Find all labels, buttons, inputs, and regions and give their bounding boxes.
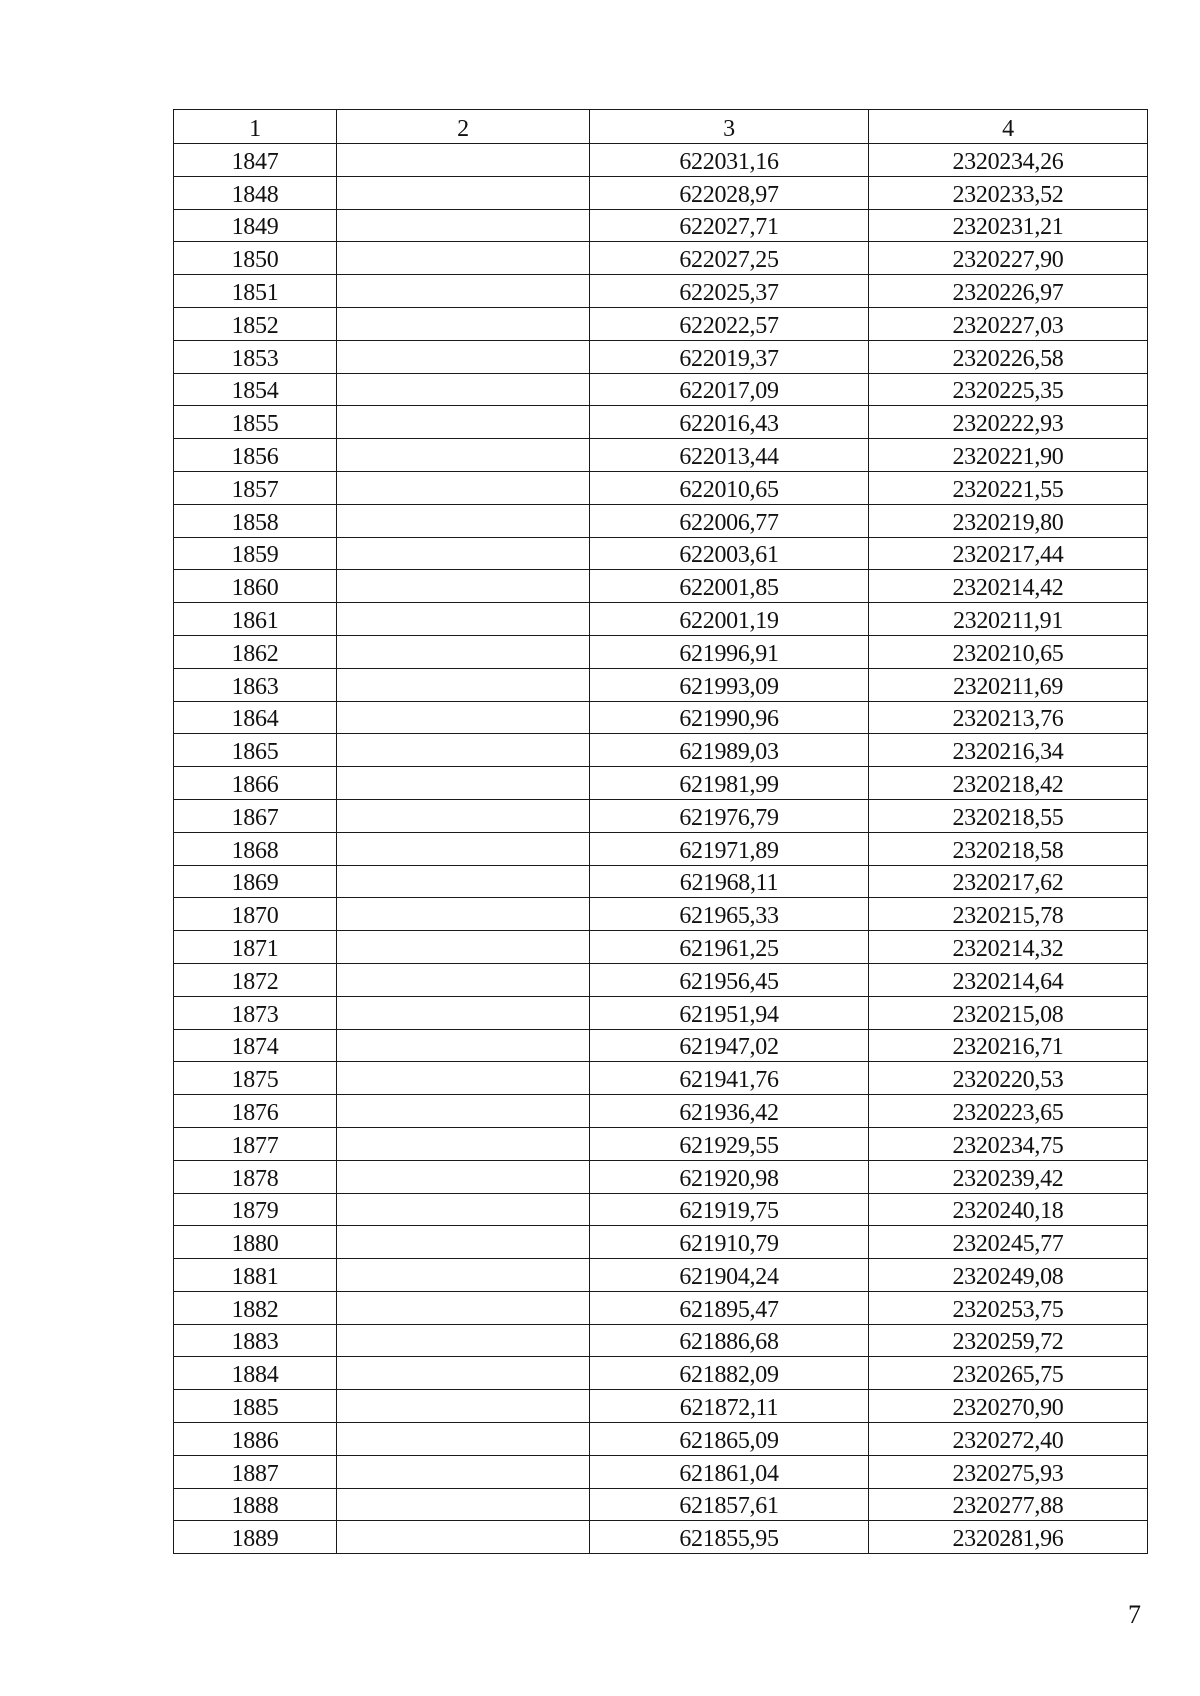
empty-cell: [337, 635, 590, 668]
y-coordinate-cell: 2320265,75: [869, 1357, 1148, 1390]
table-row: [174, 1521, 1148, 1554]
x-coordinate-cell: 621910,79: [590, 1226, 869, 1259]
empty-cell: [337, 439, 590, 472]
y-coordinate-cell: 2320225,35: [869, 373, 1148, 406]
y-coordinate-cell: 2320253,75: [869, 1291, 1148, 1324]
y-coordinate-cell: 2320214,42: [869, 570, 1148, 603]
point-number-cell: 1879: [174, 1193, 337, 1226]
y-coordinate-cell: 2320227,90: [869, 242, 1148, 275]
table-body: [174, 144, 1148, 1554]
point-number-cell: 1889: [174, 1521, 337, 1554]
y-coordinate-cell: 2320249,08: [869, 1259, 1148, 1292]
table-row: [174, 668, 1148, 701]
x-coordinate-cell: 621920,98: [590, 1160, 869, 1193]
y-coordinate-cell: 2320218,55: [869, 799, 1148, 832]
empty-cell: [337, 537, 590, 570]
table-row: [174, 1357, 1148, 1390]
table-row: [174, 242, 1148, 275]
x-coordinate-cell: 622003,61: [590, 537, 869, 570]
y-coordinate-cell: 2320220,53: [869, 1062, 1148, 1095]
point-number-cell: 1883: [174, 1324, 337, 1357]
point-number-cell: 1881: [174, 1259, 337, 1292]
point-number-cell: 1849: [174, 209, 337, 242]
point-number-cell: 1867: [174, 799, 337, 832]
table-header: [174, 110, 1148, 144]
empty-cell: [337, 898, 590, 931]
point-number-cell: 1858: [174, 504, 337, 537]
empty-cell: [337, 1324, 590, 1357]
table-row: [174, 603, 1148, 636]
empty-cell: [337, 307, 590, 340]
x-coordinate-cell: 621981,99: [590, 767, 869, 800]
point-number-cell: 1857: [174, 471, 337, 504]
y-coordinate-cell: 2320275,93: [869, 1455, 1148, 1488]
y-coordinate-cell: 2320215,78: [869, 898, 1148, 931]
empty-cell: [337, 1521, 590, 1554]
y-coordinate-cell: 2320281,96: [869, 1521, 1148, 1554]
empty-cell: [337, 931, 590, 964]
point-number-cell: 1861: [174, 603, 337, 636]
empty-cell: [337, 963, 590, 996]
y-coordinate-cell: 2320231,21: [869, 209, 1148, 242]
x-coordinate-cell: 621861,04: [590, 1455, 869, 1488]
y-coordinate-cell: 2320234,75: [869, 1127, 1148, 1160]
point-number-cell: 1876: [174, 1095, 337, 1128]
x-coordinate-cell: 621956,45: [590, 963, 869, 996]
empty-cell: [337, 603, 590, 636]
x-coordinate-cell: 621976,79: [590, 799, 869, 832]
empty-cell: [337, 996, 590, 1029]
point-number-cell: 1865: [174, 734, 337, 767]
y-coordinate-cell: 2320277,88: [869, 1488, 1148, 1521]
table-row: [174, 635, 1148, 668]
y-coordinate-cell: 2320245,77: [869, 1226, 1148, 1259]
table-row: [174, 209, 1148, 242]
y-coordinate-cell: 2320210,65: [869, 635, 1148, 668]
point-number-cell: 1887: [174, 1455, 337, 1488]
empty-cell: [337, 176, 590, 209]
x-coordinate-cell: 622031,16: [590, 144, 869, 177]
x-coordinate-cell: 622027,25: [590, 242, 869, 275]
empty-cell: [337, 340, 590, 373]
y-coordinate-cell: 2320272,40: [869, 1423, 1148, 1456]
x-coordinate-cell: 622027,71: [590, 209, 869, 242]
table-row: [174, 307, 1148, 340]
table-row: [174, 1423, 1148, 1456]
empty-cell: [337, 767, 590, 800]
empty-cell: [337, 275, 590, 308]
y-coordinate-cell: 2320216,71: [869, 1029, 1148, 1062]
empty-cell: [337, 570, 590, 603]
x-coordinate-cell: 621961,25: [590, 931, 869, 964]
point-number-cell: 1882: [174, 1291, 337, 1324]
point-number-cell: 1874: [174, 1029, 337, 1062]
table-row: [174, 504, 1148, 537]
point-number-cell: 1860: [174, 570, 337, 603]
point-number-cell: 1875: [174, 1062, 337, 1095]
point-number-cell: 1880: [174, 1226, 337, 1259]
table-row: [174, 1259, 1148, 1292]
empty-cell: [337, 1291, 590, 1324]
y-coordinate-cell: 2320221,90: [869, 439, 1148, 472]
point-number-cell: 1863: [174, 668, 337, 701]
table-row: [174, 963, 1148, 996]
x-coordinate-cell: 621929,55: [590, 1127, 869, 1160]
y-coordinate-cell: 2320222,93: [869, 406, 1148, 439]
column-header-3: 3: [590, 110, 869, 144]
point-number-cell: 1868: [174, 832, 337, 865]
x-coordinate-cell: 622019,37: [590, 340, 869, 373]
point-number-cell: 1866: [174, 767, 337, 800]
coordinates-table: [173, 109, 1148, 1554]
empty-cell: [337, 1259, 590, 1292]
table-row: [174, 931, 1148, 964]
table-row: [174, 1062, 1148, 1095]
point-number-cell: 1853: [174, 340, 337, 373]
x-coordinate-cell: 621971,89: [590, 832, 869, 865]
point-number-cell: 1877: [174, 1127, 337, 1160]
empty-cell: [337, 701, 590, 734]
point-number-cell: 1851: [174, 275, 337, 308]
table-row: [174, 406, 1148, 439]
x-coordinate-cell: 621895,47: [590, 1291, 869, 1324]
point-number-cell: 1869: [174, 865, 337, 898]
x-coordinate-cell: 622010,65: [590, 471, 869, 504]
point-number-cell: 1859: [174, 537, 337, 570]
table-row: [174, 144, 1148, 177]
point-number-cell: 1871: [174, 931, 337, 964]
y-coordinate-cell: 2320240,18: [869, 1193, 1148, 1226]
empty-cell: [337, 373, 590, 406]
y-coordinate-cell: 2320211,91: [869, 603, 1148, 636]
table-row: [174, 1095, 1148, 1128]
table-row: [174, 340, 1148, 373]
x-coordinate-cell: 622001,19: [590, 603, 869, 636]
page-number: 7: [1128, 1600, 1141, 1629]
empty-cell: [337, 1423, 590, 1456]
point-number-cell: 1886: [174, 1423, 337, 1456]
empty-cell: [337, 799, 590, 832]
table-row: [174, 865, 1148, 898]
y-coordinate-cell: 2320219,80: [869, 504, 1148, 537]
table-row: [174, 1160, 1148, 1193]
table-row: [174, 1291, 1148, 1324]
x-coordinate-cell: 622001,85: [590, 570, 869, 603]
table-row: [174, 1193, 1148, 1226]
table-row: [174, 1226, 1148, 1259]
table-row: [174, 1390, 1148, 1423]
x-coordinate-cell: 622017,09: [590, 373, 869, 406]
header-row: [174, 110, 1148, 144]
table-row: [174, 898, 1148, 931]
y-coordinate-cell: 2320227,03: [869, 307, 1148, 340]
y-coordinate-cell: 2320217,44: [869, 537, 1148, 570]
x-coordinate-cell: 621882,09: [590, 1357, 869, 1390]
x-coordinate-cell: 622016,43: [590, 406, 869, 439]
point-number-cell: 1885: [174, 1390, 337, 1423]
x-coordinate-cell: 621993,09: [590, 668, 869, 701]
y-coordinate-cell: 2320216,34: [869, 734, 1148, 767]
x-coordinate-cell: 621968,11: [590, 865, 869, 898]
table-row: [174, 1324, 1148, 1357]
empty-cell: [337, 1390, 590, 1423]
x-coordinate-cell: 621990,96: [590, 701, 869, 734]
empty-cell: [337, 242, 590, 275]
table-row: [174, 373, 1148, 406]
x-coordinate-cell: 621904,24: [590, 1259, 869, 1292]
empty-cell: [337, 471, 590, 504]
empty-cell: [337, 668, 590, 701]
table-row: [174, 701, 1148, 734]
y-coordinate-cell: 2320221,55: [869, 471, 1148, 504]
x-coordinate-cell: 621996,91: [590, 635, 869, 668]
table-row: [174, 1029, 1148, 1062]
x-coordinate-cell: 621865,09: [590, 1423, 869, 1456]
point-number-cell: 1884: [174, 1357, 337, 1390]
table-row: [174, 1455, 1148, 1488]
y-coordinate-cell: 2320214,64: [869, 963, 1148, 996]
empty-cell: [337, 1062, 590, 1095]
x-coordinate-cell: 622013,44: [590, 439, 869, 472]
y-coordinate-cell: 2320215,08: [869, 996, 1148, 1029]
y-coordinate-cell: 2320226,58: [869, 340, 1148, 373]
point-number-cell: 1870: [174, 898, 337, 931]
empty-cell: [337, 865, 590, 898]
x-coordinate-cell: 622006,77: [590, 504, 869, 537]
x-coordinate-cell: 622028,97: [590, 176, 869, 209]
empty-cell: [337, 1160, 590, 1193]
point-number-cell: 1854: [174, 373, 337, 406]
x-coordinate-cell: 621989,03: [590, 734, 869, 767]
y-coordinate-cell: 2320214,32: [869, 931, 1148, 964]
empty-cell: [337, 1127, 590, 1160]
point-number-cell: 1862: [174, 635, 337, 668]
x-coordinate-cell: 622025,37: [590, 275, 869, 308]
table-row: [174, 1127, 1148, 1160]
y-coordinate-cell: 2320226,97: [869, 275, 1148, 308]
empty-cell: [337, 1455, 590, 1488]
empty-cell: [337, 1193, 590, 1226]
empty-cell: [337, 1488, 590, 1521]
empty-cell: [337, 209, 590, 242]
table-row: [174, 734, 1148, 767]
y-coordinate-cell: 2320218,58: [869, 832, 1148, 865]
x-coordinate-cell: 621857,61: [590, 1488, 869, 1521]
table-row: [174, 767, 1148, 800]
empty-cell: [337, 1357, 590, 1390]
empty-cell: [337, 144, 590, 177]
column-header-4: 4: [869, 110, 1148, 144]
y-coordinate-cell: 2320270,90: [869, 1390, 1148, 1423]
point-number-cell: 1848: [174, 176, 337, 209]
point-number-cell: 1850: [174, 242, 337, 275]
empty-cell: [337, 832, 590, 865]
point-number-cell: 1847: [174, 144, 337, 177]
empty-cell: [337, 406, 590, 439]
y-coordinate-cell: 2320233,52: [869, 176, 1148, 209]
point-number-cell: 1878: [174, 1160, 337, 1193]
x-coordinate-cell: 621872,11: [590, 1390, 869, 1423]
x-coordinate-cell: 621855,95: [590, 1521, 869, 1554]
table-row: [174, 799, 1148, 832]
empty-cell: [337, 1029, 590, 1062]
empty-cell: [337, 734, 590, 767]
table-row: [174, 275, 1148, 308]
empty-cell: [337, 1095, 590, 1128]
table-row: [174, 439, 1148, 472]
table-row: [174, 996, 1148, 1029]
table-row: [174, 1488, 1148, 1521]
y-coordinate-cell: 2320223,65: [869, 1095, 1148, 1128]
point-number-cell: 1864: [174, 701, 337, 734]
y-coordinate-cell: 2320239,42: [869, 1160, 1148, 1193]
column-header-1: 1: [174, 110, 337, 144]
table-row: [174, 832, 1148, 865]
x-coordinate-cell: 621947,02: [590, 1029, 869, 1062]
y-coordinate-cell: 2320213,76: [869, 701, 1148, 734]
point-number-cell: 1872: [174, 963, 337, 996]
x-coordinate-cell: 621941,76: [590, 1062, 869, 1095]
column-header-2: 2: [337, 110, 590, 144]
point-number-cell: 1852: [174, 307, 337, 340]
x-coordinate-cell: 621965,33: [590, 898, 869, 931]
y-coordinate-cell: 2320234,26: [869, 144, 1148, 177]
y-coordinate-cell: 2320211,69: [869, 668, 1148, 701]
y-coordinate-cell: 2320218,42: [869, 767, 1148, 800]
point-number-cell: 1873: [174, 996, 337, 1029]
table-row: [174, 570, 1148, 603]
x-coordinate-cell: 622022,57: [590, 307, 869, 340]
empty-cell: [337, 1226, 590, 1259]
table-row: [174, 537, 1148, 570]
x-coordinate-cell: 621886,68: [590, 1324, 869, 1357]
x-coordinate-cell: 621919,75: [590, 1193, 869, 1226]
point-number-cell: 1855: [174, 406, 337, 439]
y-coordinate-cell: 2320217,62: [869, 865, 1148, 898]
x-coordinate-cell: 621951,94: [590, 996, 869, 1029]
point-number-cell: 1888: [174, 1488, 337, 1521]
y-coordinate-cell: 2320259,72: [869, 1324, 1148, 1357]
point-number-cell: 1856: [174, 439, 337, 472]
empty-cell: [337, 504, 590, 537]
x-coordinate-cell: 621936,42: [590, 1095, 869, 1128]
table-row: [174, 471, 1148, 504]
table-row: [174, 176, 1148, 209]
